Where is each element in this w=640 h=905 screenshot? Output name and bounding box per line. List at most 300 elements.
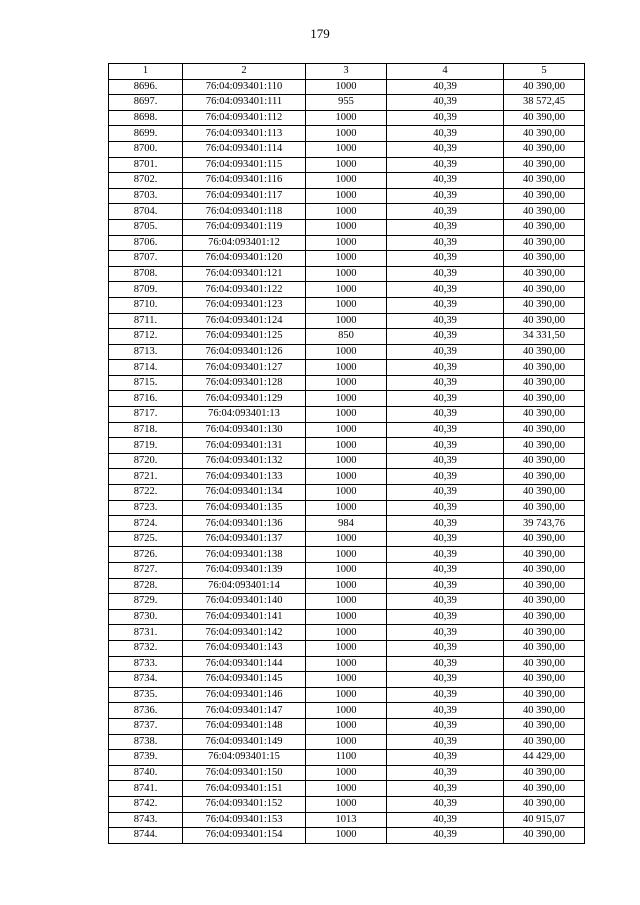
table-cell: 76:04:093401:129 [183,391,306,407]
table-cell: 76:04:093401:128 [183,375,306,391]
table-row [109,360,585,376]
table-cell: 40,39 [387,516,504,532]
table-cell: 40,39 [387,625,504,641]
table-cell: 76:04:093401:117 [183,188,306,204]
table-row [109,188,585,204]
table-cell: 76:04:093401:12 [183,235,306,251]
table-cell: 40,39 [387,703,504,719]
table-cell: 40 390,00 [504,640,585,656]
table-cell: 40,39 [387,485,504,501]
table-cell: 76:04:093401:123 [183,297,306,313]
table-cell: 40 390,00 [504,204,585,220]
table-cell: 8720. [109,453,183,469]
table-cell: 76:04:093401:147 [183,703,306,719]
table-cell: 40 390,00 [504,79,585,95]
table-cell: 40,39 [387,126,504,142]
table-cell: 76:04:093401:115 [183,157,306,173]
table-row [109,204,585,220]
table-cell: 40,39 [387,344,504,360]
table-row [109,438,585,454]
column-header: 4 [387,64,504,80]
table-cell: 40 390,00 [504,563,585,579]
table-cell: 40,39 [387,297,504,313]
table-row [109,812,585,828]
table-cell: 40,39 [387,422,504,438]
table-cell: 40,39 [387,656,504,672]
table-cell: 76:04:093401:116 [183,173,306,189]
table-cell: 8739. [109,750,183,766]
table-cell: 76:04:093401:154 [183,828,306,844]
table-cell: 8741. [109,781,183,797]
table-cell: 40 390,00 [504,734,585,750]
table-cell: 8740. [109,765,183,781]
table-cell: 40 390,00 [504,157,585,173]
table-cell: 40,39 [387,329,504,345]
column-header: 5 [504,64,585,80]
table-cell: 40,39 [387,219,504,235]
table-cell: 34 331,50 [504,329,585,345]
table-cell: 8721. [109,469,183,485]
table-cell: 76:04:093401:135 [183,500,306,516]
page-number: 179 [310,26,330,41]
table-cell: 8743. [109,812,183,828]
table-cell: 8708. [109,266,183,282]
table-cell: 8732. [109,640,183,656]
table-cell: 76:04:093401:149 [183,734,306,750]
table-cell: 40,39 [387,282,504,298]
table-cell: 8702. [109,173,183,189]
table-row [109,251,585,267]
table-row [109,391,585,407]
table-row [109,110,585,126]
table-cell: 1000 [306,375,387,391]
table-cell: 76:04:093401:151 [183,781,306,797]
table-cell: 76:04:093401:111 [183,95,306,111]
table-cell: 1000 [306,547,387,563]
table-cell: 40 390,00 [504,718,585,734]
table-cell: 76:04:093401:113 [183,126,306,142]
table-cell: 8713. [109,344,183,360]
table-row [109,828,585,844]
table-row [109,703,585,719]
table-cell: 1000 [306,703,387,719]
table-cell: 40 390,00 [504,375,585,391]
table-row [109,718,585,734]
table-cell: 40,39 [387,796,504,812]
table-row [109,781,585,797]
table-row [109,734,585,750]
table-cell: 40 390,00 [504,173,585,189]
table-cell: 40 390,00 [504,360,585,376]
table-cell: 1000 [306,765,387,781]
table-cell: 1000 [306,672,387,688]
table-cell: 8724. [109,516,183,532]
table-cell: 8716. [109,391,183,407]
table-cell: 40 390,00 [504,422,585,438]
table-cell: 8730. [109,609,183,625]
table-cell: 1000 [306,485,387,501]
table-cell: 8711. [109,313,183,329]
table-cell: 8703. [109,188,183,204]
table-cell: 76:04:093401:133 [183,469,306,485]
table-cell: 40,39 [387,204,504,220]
table-row [109,594,585,610]
table-cell: 8733. [109,656,183,672]
table-row [109,141,585,157]
table-cell: 40 390,00 [504,796,585,812]
table-cell: 39 743,76 [504,516,585,532]
table-cell: 40 390,00 [504,344,585,360]
table-row [109,95,585,111]
table-cell: 8710. [109,297,183,313]
table-cell: 40 390,00 [504,656,585,672]
table-cell: 76:04:093401:141 [183,609,306,625]
table-row [109,796,585,812]
table-cell: 1000 [306,360,387,376]
table-cell: 1000 [306,297,387,313]
table-cell: 8698. [109,110,183,126]
table-cell: 8744. [109,828,183,844]
table-cell: 44 429,00 [504,750,585,766]
column-header: 1 [109,64,183,80]
table-cell: 40 390,00 [504,297,585,313]
table-cell: 40,39 [387,313,504,329]
table-cell: 76:04:093401:144 [183,656,306,672]
table-cell: 1000 [306,531,387,547]
table-cell: 76:04:093401:138 [183,547,306,563]
table-cell: 40 390,00 [504,687,585,703]
table-cell: 40,39 [387,828,504,844]
table-cell: 984 [306,516,387,532]
data-table [108,63,585,844]
table-row [109,656,585,672]
table-row [109,375,585,391]
table-cell: 40,39 [387,594,504,610]
table-cell: 8704. [109,204,183,220]
table-cell: 1000 [306,235,387,251]
table-cell: 8742. [109,796,183,812]
table-cell: 1000 [306,407,387,423]
table-cell: 40,39 [387,173,504,189]
table-cell: 8697. [109,95,183,111]
table-row [109,79,585,95]
table-cell: 40,39 [387,687,504,703]
table-cell: 1000 [306,781,387,797]
table-cell: 40 390,00 [504,110,585,126]
table-cell: 1000 [306,126,387,142]
table-cell: 1000 [306,157,387,173]
table-cell: 8722. [109,485,183,501]
table-cell: 40,39 [387,500,504,516]
table-row [109,157,585,173]
table-cell: 76:04:093401:132 [183,453,306,469]
table-cell: 40,39 [387,453,504,469]
table-cell: 40 390,00 [504,282,585,298]
table-cell: 40,39 [387,765,504,781]
table-cell: 8726. [109,547,183,563]
table-cell: 850 [306,329,387,345]
table-cell: 40,39 [387,547,504,563]
table-cell: 8731. [109,625,183,641]
table-cell: 1000 [306,828,387,844]
table-cell: 40,39 [387,251,504,267]
table-cell: 76:04:093401:120 [183,251,306,267]
table-cell: 40,39 [387,469,504,485]
table-cell: 40 390,00 [504,219,585,235]
table-row [109,235,585,251]
table-cell: 40,39 [387,375,504,391]
table-cell: 76:04:093401:152 [183,796,306,812]
table-cell: 1000 [306,594,387,610]
table-row [109,547,585,563]
table-cell: 1000 [306,563,387,579]
table-cell: 40,39 [387,734,504,750]
table-cell: 76:04:093401:126 [183,344,306,360]
table-cell: 76:04:093401:142 [183,625,306,641]
table-cell: 40,39 [387,609,504,625]
table-cell: 40,39 [387,391,504,407]
table-cell: 8729. [109,594,183,610]
table-row [109,173,585,189]
table-cell: 76:04:093401:130 [183,422,306,438]
table-cell: 40 390,00 [504,313,585,329]
table-cell: 40,39 [387,407,504,423]
table-cell: 40 390,00 [504,672,585,688]
table-row [109,625,585,641]
table-cell: 76:04:093401:114 [183,141,306,157]
table-cell: 1000 [306,609,387,625]
table-cell: 8728. [109,578,183,594]
table-cell: 40,39 [387,79,504,95]
table-cell: 40 915,07 [504,812,585,828]
table-cell: 40 390,00 [504,391,585,407]
table-cell: 40,39 [387,578,504,594]
table-cell: 1000 [306,391,387,407]
table-cell: 1000 [306,204,387,220]
table-cell: 40 390,00 [504,828,585,844]
table-cell: 40 390,00 [504,594,585,610]
table-cell: 1000 [306,453,387,469]
table-cell: 76:04:093401:139 [183,563,306,579]
table-cell: 40,39 [387,563,504,579]
table-row [109,500,585,516]
table-cell: 76:04:093401:146 [183,687,306,703]
table-cell: 1000 [306,718,387,734]
table-cell: 1000 [306,141,387,157]
table-row [109,469,585,485]
table-cell: 8736. [109,703,183,719]
table-cell: 76:04:093401:119 [183,219,306,235]
table-cell: 76:04:093401:124 [183,313,306,329]
table-cell: 8700. [109,141,183,157]
table-cell: 40,39 [387,531,504,547]
table-cell: 8707. [109,251,183,267]
table-header-row [109,64,585,80]
table-cell: 40 390,00 [504,609,585,625]
table-cell: 76:04:093401:118 [183,204,306,220]
table-cell: 8717. [109,407,183,423]
table-cell: 76:04:093401:140 [183,594,306,610]
table-row [109,453,585,469]
table-cell: 1000 [306,640,387,656]
table-row [109,126,585,142]
table-cell: 76:04:093401:15 [183,750,306,766]
table-cell: 76:04:093401:13 [183,407,306,423]
table-cell: 40 390,00 [504,266,585,282]
table-row [109,422,585,438]
table-cell: 40,39 [387,110,504,126]
table-cell: 40 390,00 [504,578,585,594]
table-row [109,578,585,594]
table-cell: 40,39 [387,266,504,282]
table-row [109,563,585,579]
table-cell: 1000 [306,282,387,298]
table-cell: 38 572,45 [504,95,585,111]
table-row [109,344,585,360]
table-cell: 40 390,00 [504,126,585,142]
table-cell: 40,39 [387,672,504,688]
table-cell: 40,39 [387,188,504,204]
table-cell: 40,39 [387,438,504,454]
column-header: 3 [306,64,387,80]
table-cell: 76:04:093401:121 [183,266,306,282]
table-cell: 1000 [306,687,387,703]
table-row [109,531,585,547]
table-cell: 1000 [306,313,387,329]
table-cell: 1000 [306,578,387,594]
table-cell: 40,39 [387,781,504,797]
table-cell: 1000 [306,188,387,204]
table-cell: 1000 [306,344,387,360]
table-cell: 1000 [306,110,387,126]
table-cell: 40,39 [387,157,504,173]
table-cell: 1000 [306,219,387,235]
table-cell: 8738. [109,734,183,750]
table-body [109,79,585,843]
table-cell: 40,39 [387,640,504,656]
table-cell: 40,39 [387,95,504,111]
table-cell: 40 390,00 [504,625,585,641]
table-cell: 76:04:093401:145 [183,672,306,688]
table-row [109,329,585,345]
table-cell: 76:04:093401:14 [183,578,306,594]
table-cell: 40 390,00 [504,469,585,485]
table-cell: 1000 [306,251,387,267]
table-cell: 40,39 [387,750,504,766]
table-cell: 40 390,00 [504,188,585,204]
table-cell: 8719. [109,438,183,454]
table-cell: 40,39 [387,812,504,828]
table-row [109,609,585,625]
table-cell: 8709. [109,282,183,298]
table-cell: 76:04:093401:153 [183,812,306,828]
table-cell: 8712. [109,329,183,345]
table-row [109,516,585,532]
table-cell: 40 390,00 [504,703,585,719]
table-cell: 8718. [109,422,183,438]
table-cell: 40 390,00 [504,547,585,563]
table-row [109,219,585,235]
table-cell: 955 [306,95,387,111]
table-row [109,687,585,703]
table-cell: 8737. [109,718,183,734]
table-cell: 40,39 [387,235,504,251]
table-cell: 76:04:093401:143 [183,640,306,656]
table-cell: 1000 [306,734,387,750]
table-cell: 1000 [306,469,387,485]
table-cell: 8706. [109,235,183,251]
table-cell: 8701. [109,157,183,173]
table-cell: 40 390,00 [504,235,585,251]
table-cell: 76:04:093401:148 [183,718,306,734]
table-row [109,765,585,781]
table-cell: 8727. [109,563,183,579]
table-cell: 76:04:093401:127 [183,360,306,376]
table-cell: 40 390,00 [504,500,585,516]
table-row [109,407,585,423]
table-cell: 76:04:093401:125 [183,329,306,345]
table-cell: 76:04:093401:136 [183,516,306,532]
column-header: 2 [183,64,306,80]
table-row [109,266,585,282]
table-cell: 8725. [109,531,183,547]
table-cell: 40 390,00 [504,781,585,797]
table-cell: 8696. [109,79,183,95]
table-cell: 1000 [306,438,387,454]
table-cell: 40 390,00 [504,251,585,267]
table-cell: 40 390,00 [504,438,585,454]
table-cell: 40 390,00 [504,453,585,469]
table-cell: 1000 [306,79,387,95]
table-cell: 40 390,00 [504,531,585,547]
table-row [109,297,585,313]
table-cell: 40 390,00 [504,141,585,157]
table-cell: 40 390,00 [504,765,585,781]
table-cell: 40,39 [387,718,504,734]
table-cell: 1000 [306,796,387,812]
table-cell: 1000 [306,625,387,641]
table-cell: 8705. [109,219,183,235]
table-cell: 76:04:093401:112 [183,110,306,126]
table-cell: 8723. [109,500,183,516]
table-cell: 8714. [109,360,183,376]
table-cell: 76:04:093401:137 [183,531,306,547]
table-cell: 40,39 [387,141,504,157]
table-row [109,313,585,329]
table-cell: 1000 [306,173,387,189]
table-cell: 1000 [306,266,387,282]
table-cell: 8715. [109,375,183,391]
table-row [109,485,585,501]
table-cell: 76:04:093401:110 [183,79,306,95]
table-cell: 1000 [306,422,387,438]
table-cell: 8734. [109,672,183,688]
table-cell: 8699. [109,126,183,142]
table-cell: 40 390,00 [504,407,585,423]
table-cell: 1000 [306,500,387,516]
table-cell: 76:04:093401:131 [183,438,306,454]
table-cell: 76:04:093401:150 [183,765,306,781]
table-cell: 40,39 [387,360,504,376]
table-cell: 76:04:093401:134 [183,485,306,501]
table-cell: 40 390,00 [504,485,585,501]
table-cell: 1013 [306,812,387,828]
table-cell: 1100 [306,750,387,766]
table-cell: 1000 [306,656,387,672]
table-row [109,282,585,298]
table-row [109,672,585,688]
table-cell: 8735. [109,687,183,703]
